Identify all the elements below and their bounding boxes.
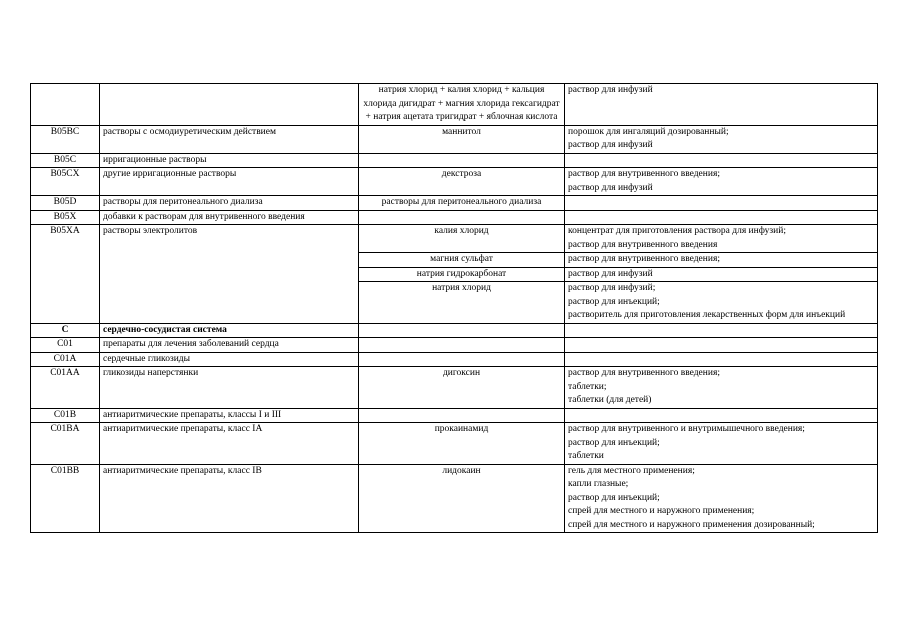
table-row [31,168,878,196]
table-row [31,196,878,211]
dosage-form-line: раствор для внутривенного и внутримышечного введения; [568,424,805,434]
table-row [31,84,878,126]
table-row [31,408,878,423]
dosage-form-line: спрей для местного и наружного применения дозированный; [568,519,815,530]
atc-group-cell [100,84,359,126]
dosage-form-line: раствор для инъекций; [568,296,660,307]
dosage-forms-cell [565,352,878,367]
dosage-forms-cell [565,367,878,409]
table-row [31,225,878,253]
dosage-forms-cell [565,125,878,153]
dosage-forms-cell [565,323,878,338]
dosage-forms-cell [565,196,878,211]
atc-code-cell: C01BB [31,464,100,533]
dosage-forms-cell [565,225,878,253]
atc-code-cell: C01B [31,408,100,423]
dosage-form-line: таблетки [568,451,604,461]
drug-name-cell: прокаинамид [359,423,565,465]
atc-group-cell: растворы для перитонеального диализа [100,196,359,211]
atc-group-cell: гликозиды наперстянки [100,367,359,409]
atc-group-cell: растворы электролитов [100,225,359,324]
atc-group-cell: другие ирригационные растворы [100,168,359,196]
atc-group-cell: ирригационные растворы [100,153,359,168]
table-body [31,84,878,533]
drug-name-cell: натрия хлорид [359,282,565,324]
dosage-forms-cell [565,168,878,196]
atc-group-cell: препараты для лечения заболеваний сердца [100,338,359,353]
dosage-forms-cell [565,84,878,126]
drug-name-cell: калия хлорид [359,225,565,253]
dosage-form-line: раствор для инъекций; [568,492,660,503]
drug-name-cell [359,338,565,353]
table-row [31,423,878,465]
drug-name-cell: натрия гидрокарбонат [359,267,565,282]
dosage-form-line: гель для местного применения; [568,465,695,476]
dosage-forms-cell [565,338,878,353]
dosage-form-line: раствор для внутривенного введения; [568,368,720,378]
dosage-form-line: растворитель для приготовления лекарственных форм для инъекций [568,310,846,320]
dosage-form-line: спрей для местного и наружного применения; [568,506,755,516]
table-row [31,125,878,153]
dosage-forms-cell [565,408,878,423]
table-row [31,464,878,533]
drug-list-table [30,83,878,533]
table-row [31,352,878,367]
dosage-forms-cell [565,464,878,533]
drug-name-cell [359,153,565,168]
drug-name-cell: декстроза [359,168,565,196]
dosage-form-line: раствор для внутривенного введения; [568,169,720,179]
dosage-form-line: раствор для внутривенного введения [568,239,718,250]
dosage-form-line: капли глазные; [568,479,629,489]
dosage-forms-cell [565,423,878,465]
dosage-form-line: раствор для инфузий; [568,283,656,293]
dosage-form-line: таблетки; [568,381,607,392]
drug-name-cell: магния сульфат [359,253,565,268]
atc-code-cell: C01BA [31,423,100,465]
dosage-form-line: раствор для инфузий [568,140,653,150]
table-row [31,210,878,225]
atc-code-cell [31,84,100,126]
dosage-form-line: раствор для инфузий [568,182,653,193]
drug-name-cell: лидокаин [359,464,565,533]
atc-code-cell: B05CX [31,168,100,196]
drug-name-cell [359,323,565,338]
drug-name-cell: маннитол [359,125,565,153]
atc-group-cell: сердечные гликозиды [100,352,359,367]
dosage-form-line: порошок для ингаляций дозированный; [568,126,729,137]
drug-name-cell [359,352,565,367]
atc-code-cell: B05C [31,153,100,168]
drug-name-cell [359,408,565,423]
dosage-form-line: раствор для инфузий [568,268,653,279]
dosage-form-line: таблетки (для детей) [568,395,652,405]
drug-name-cell: растворы для перитонеального диализа [359,196,565,211]
dosage-forms-cell [565,210,878,225]
atc-code-cell: C01 [31,338,100,353]
dosage-form-line: раствор для инъекций; [568,437,660,448]
atc-code-cell: B05XA [31,225,100,324]
atc-code-cell: B05D [31,196,100,211]
atc-group-cell: сердечно-сосудистая система [100,323,359,338]
dosage-form-line: концентрат для приготовления раствора для инфузий; [568,226,786,236]
table-row [31,338,878,353]
atc-code-cell: B05BC [31,125,100,153]
table-row [31,153,878,168]
atc-group-cell: антиаритмические препараты, классы I и III [100,408,359,423]
atc-group-cell: антиаритмические препараты, класс IB [100,464,359,533]
dosage-forms-cell [565,153,878,168]
atc-code-cell: C [31,323,100,338]
atc-code-cell: C01AA [31,367,100,409]
table-row [31,367,878,409]
drug-name-cell: дигоксин [359,367,565,409]
atc-code-cell: C01A [31,352,100,367]
atc-group-cell: растворы с осмодиуретическим действием [100,125,359,153]
dosage-forms-cell [565,253,878,268]
dosage-form-line: раствор для инфузий [568,85,653,95]
drug-name-cell [359,210,565,225]
atc-group-cell: добавки к растворам для внутривенного введения [100,210,359,225]
dosage-forms-cell [565,267,878,282]
dosage-forms-cell [565,282,878,324]
drug-name-cell: натрия хлорид + калия хлорид + кальция хлорида дигидрат + магния хлорида гексагидрат + натрия ацетата тригидрат + яблочная кислота [359,84,565,126]
atc-code-cell: B05X [31,210,100,225]
dosage-form-line: раствор для внутривенного введения; [568,254,720,264]
atc-group-cell: антиаритмические препараты, класс IA [100,423,359,465]
table-row [31,323,878,338]
